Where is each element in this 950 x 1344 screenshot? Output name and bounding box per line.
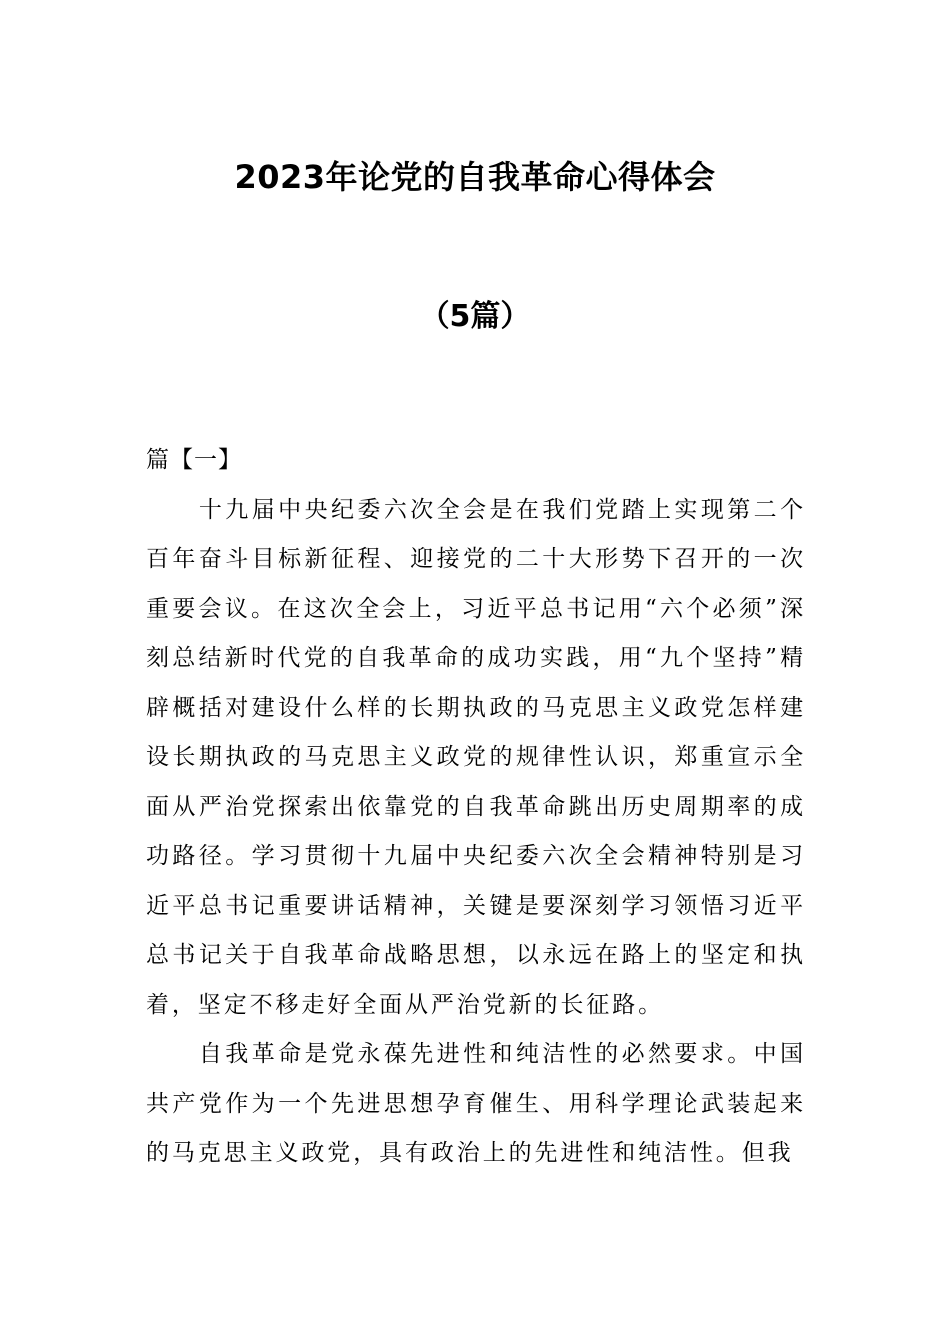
document-body (146, 436, 806, 1179)
document-title: 2023年论党的自我革命心得体会 (234, 158, 716, 196)
paragraph-2: 自我革命是党永葆先进性和纯洁性的必然要求。中国共产党作为一个先进思想孕育催生、用科学理论武装起来的马克思主义政党，具有政治上的先进性和纯洁性。但我 (146, 1041, 806, 1166)
document-subtitle: （5篇） (419, 299, 531, 334)
paragraph-1: 十九届中央纪委六次全会是在我们党踏上实现第二个百年奋斗目标新征程、迎接党的二十大形势下召开的一次重要会议。在这次全会上，习近平总书记用“六个必须”深刻总结新时代党的自我革命的成功实践，用“九个坚持”精辟概括对建设什么样的长期执政的马克思主义政党怎样建设长期执政的马克思主义政党的规律性认识，郑重宣示全面从严治党探索出依靠党的自我革命跳出历史周期率的成功路径。学习贯彻十九届中央纪委六次全会精神特别是习近平总书记重要讲话精神，关键是要深刻学习领悟习近平总书记关于自我革命战略思想，以永远在路上的坚定和执着，坚定不移走好全面从严治党新的长征路。 (146, 496, 806, 1018)
section-heading: 篇【一】 (146, 447, 242, 473)
